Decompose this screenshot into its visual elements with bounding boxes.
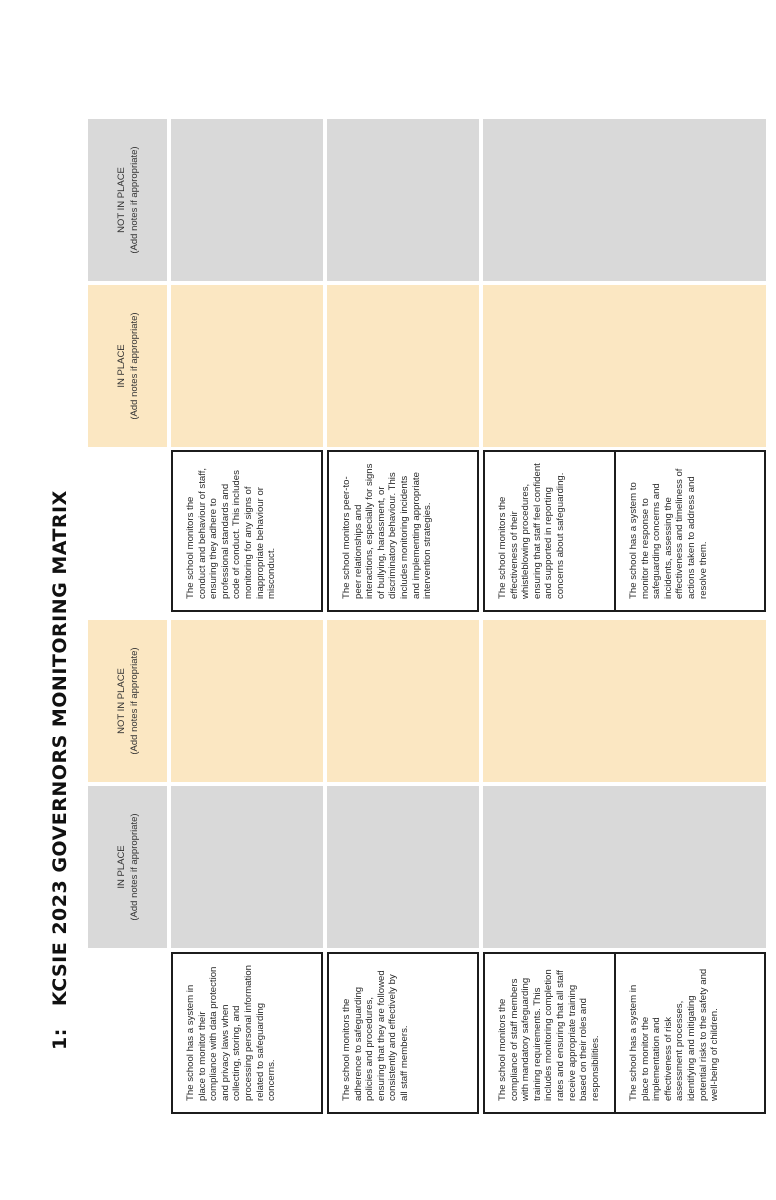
- status-cell-in-place[interactable]: [171, 786, 323, 948]
- column-header-in-place-2: [88, 285, 167, 447]
- status-cell-not-in-place[interactable]: [171, 119, 323, 281]
- status-cell-in-place[interactable]: [483, 786, 635, 948]
- status-cell-not-in-place[interactable]: [483, 119, 635, 281]
- status-cell-not-in-place[interactable]: [327, 119, 479, 281]
- section-number: 1:: [49, 1028, 71, 1050]
- header-status: IN PLACE: [115, 845, 127, 889]
- header-status: IN PLACE: [115, 344, 127, 388]
- criterion-box: The school has a system in place to monitor the implementation and effectiveness of risk assessment processes, identifying and mitigating potential risks to the safety and well-being of children.: [614, 952, 766, 1114]
- status-cell-in-place[interactable]: [171, 285, 323, 447]
- column-header-in-place-1: [88, 786, 167, 948]
- status-cell-not-in-place[interactable]: [483, 620, 635, 782]
- status-cell-not-in-place[interactable]: [327, 620, 479, 782]
- criterion-box: The school monitors peer-to-peer relationships and interactions, especially for signs of bullying, harassment, or discriminatory behaviour. This includes monitoring incidents and implementing appropriate intervention strategies.: [327, 450, 479, 612]
- status-cell-in-place[interactable]: [327, 285, 479, 447]
- header-note: (Add notes if appropriate): [128, 813, 140, 921]
- criterion-box: The school monitors the adherence to safeguarding policies and procedures, ensuring that they are followed consistently and effectively by all staff members.: [327, 952, 479, 1114]
- criterion-box: The school has a system to monitor the response to safeguarding concerns and incidents, assessing the effectiveness and timeliness of actions taken to address and resolve them.: [614, 450, 766, 612]
- header-note: (Add notes if appropriate): [128, 146, 140, 254]
- status-cell-in-place[interactable]: [614, 285, 766, 447]
- page-title: [38, 150, 82, 1050]
- status-cell-not-in-place[interactable]: [614, 119, 766, 281]
- status-cell-in-place[interactable]: [327, 786, 479, 948]
- criterion-box: The school monitors the compliance of staff members with mandatory safeguarding training requirements. This includes monitoring completion rates and ensuring that all staff receive appropriate training based on their roles and responsibilities.: [483, 952, 635, 1114]
- column-header-not-in-place-1: [88, 620, 167, 782]
- status-cell-not-in-place[interactable]: [171, 620, 323, 782]
- header-status: NOT IN PLACE: [115, 668, 127, 734]
- header-note: (Add notes if appropriate): [128, 312, 140, 420]
- status-cell-in-place[interactable]: [483, 285, 635, 447]
- status-cell-in-place[interactable]: [614, 786, 766, 948]
- header-status: NOT IN PLACE: [115, 167, 127, 233]
- criterion-box: The school monitors the effectiveness of their whistleblowing procedures, ensuring that staff feel confident and supported in reporting concerns about safeguarding.: [483, 450, 635, 612]
- title-text: KCSIE 2023 GOVERNORS MONITORING MATRIX: [49, 490, 71, 1007]
- criterion-box: The school has a system in place to monitor their compliance with data protection and privacy laws when collecting, storing, and processing personal information related to safeguarding concerns.: [171, 952, 323, 1114]
- header-note: (Add notes if appropriate): [128, 647, 140, 755]
- column-header-not-in-place-2: [88, 119, 167, 281]
- criterion-box: The school monitors the conduct and behaviour of staff, ensuring they adhere to professional standards and code of conduct. This includes monitoring for any signs of inappropriate behaviour or misconduct.: [171, 450, 323, 612]
- status-cell-not-in-place[interactable]: [614, 620, 766, 782]
